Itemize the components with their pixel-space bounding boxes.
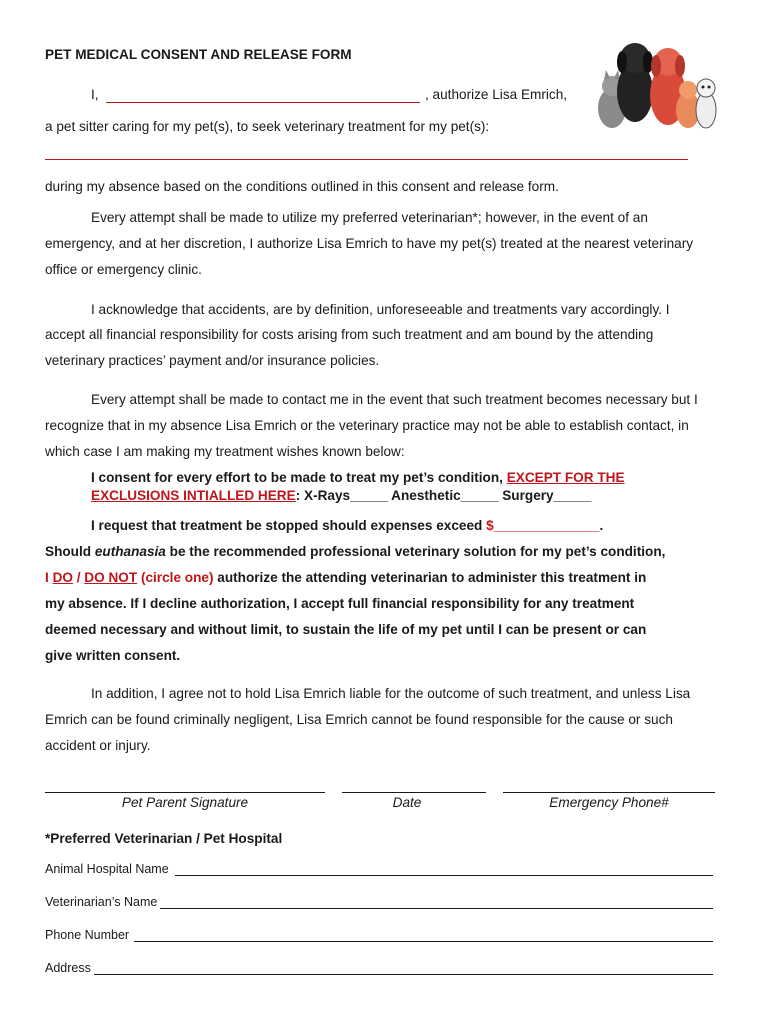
vet-heading: *Preferred Veterinarian / Pet Hospital xyxy=(45,831,283,846)
owner-name-blank[interactable] xyxy=(106,102,420,103)
euthanasia-word: euthanasia xyxy=(94,544,166,559)
para4-line2: Emrich can be found criminally negligent, Lisa Emrich cannot be found responsible for the cause or such xyxy=(45,712,673,727)
euthanasia-circle-one: (circle one) xyxy=(137,570,214,585)
euthanasia-do-not-option[interactable]: DO NOT xyxy=(84,570,138,585)
emergency-phone-label: Emergency Phone# xyxy=(549,795,669,810)
para2-line3: veterinary practices’ payment and/or insurance policies. xyxy=(45,353,380,368)
consent-line2 xyxy=(91,488,591,504)
address-label: Address xyxy=(45,961,91,975)
para1-line3: office or emergency clinic. xyxy=(45,262,202,277)
euthanasia-l1b: be the recommended professional veterinary solution for my pet’s condition, xyxy=(165,544,666,559)
signature-label: Pet Parent Signature xyxy=(121,795,249,810)
emergency-phone-line[interactable] xyxy=(503,792,715,793)
intro-prefix: I, xyxy=(91,87,99,102)
pets-names-blank[interactable] xyxy=(45,159,688,160)
hospital-name-label: Animal Hospital Name xyxy=(45,862,169,876)
para2-line1: I acknowledge that accidents, are by definition, unforeseeable and treatments vary accordingly. I xyxy=(91,302,670,317)
intro-line-2: a pet sitter caring for my pet(s), to seek veterinary treatment for my pet(s): xyxy=(45,119,490,134)
para3-line3: which case I am making my treatment wishes known below: xyxy=(45,444,405,459)
consent-line1-text: I consent for every effort to be made to treat my pet’s condition, xyxy=(91,470,507,485)
euthanasia-l1a: Should xyxy=(45,544,95,559)
euthanasia-i: I xyxy=(45,570,53,585)
intro-line-3: during my absence based on the conditions outlined in this consent and release form. xyxy=(45,179,559,194)
consent-except-text: EXCEPT FOR THE xyxy=(506,470,625,485)
phone-number-label: Phone Number xyxy=(45,928,130,942)
euthanasia-line1 xyxy=(45,544,665,560)
para1-line1: Every attempt shall be made to utilize my preferred veterinarian*; however, in the event of an xyxy=(91,210,648,225)
hospital-name-field[interactable] xyxy=(175,875,713,876)
stop-treatment-line xyxy=(91,518,603,534)
stop-treatment-period: . xyxy=(599,518,604,533)
euthanasia-line3: my absence. If I decline authorization, I accept full financial responsibility for any treatment xyxy=(45,596,635,611)
stop-treatment-text: I request that treatment be stopped should expenses exceed xyxy=(91,518,487,533)
vet-name-label: Veterinarian’s Name xyxy=(45,895,158,909)
consent-exclusions-text: EXCLUSIONS INTIALLED HERE xyxy=(91,488,296,503)
para3-line2: recognize that in my absence Lisa Emrich or the veterinary practice may not be able to establish contact, in xyxy=(45,418,689,433)
para1-line2: emergency, and at her discretion, I authorize Lisa Emrich to have my pet(s) treated at the nearest veterinary xyxy=(45,236,694,251)
para4-line3: accident or injury. xyxy=(45,738,151,753)
page-title: PET MEDICAL CONSENT AND RELEASE FORM xyxy=(45,47,352,62)
intro-suffix: , authorize Lisa Emrich, xyxy=(425,87,568,102)
euthanasia-slash: / xyxy=(72,570,85,585)
euthanasia-line4: deemed necessary and without limit, to sustain the life of my pet until I can be present or can xyxy=(45,622,647,637)
consent-line1 xyxy=(91,470,625,486)
euthanasia-l2-text: authorize the attending veterinarian to administer this treatment in xyxy=(213,570,647,585)
expense-limit-blank[interactable]: $______________ xyxy=(486,518,600,533)
para2-line2: accept all financial responsibility for costs arising from such treatment and am bound by the attending xyxy=(45,327,654,342)
date-label: Date xyxy=(392,795,422,810)
address-field[interactable] xyxy=(94,974,713,975)
vet-name-field[interactable] xyxy=(160,908,713,909)
para4-line1: In addition, I agree not to hold Lisa Emrich liable for the outcome of such treatment, and unless Lisa xyxy=(91,686,691,701)
para3-line1: Every attempt shall be made to contact me in the event that such treatment becomes necessary but I xyxy=(91,392,698,407)
euthanasia-line2 xyxy=(45,570,646,586)
consent-exclusions-fields[interactable]: : X-Rays_____ Anesthetic_____ Surgery_____ xyxy=(295,488,592,503)
date-line[interactable] xyxy=(342,792,486,793)
pets-illustration-icon xyxy=(590,30,720,135)
euthanasia-do-option[interactable]: DO xyxy=(52,570,73,585)
euthanasia-line5: give written consent. xyxy=(45,648,181,663)
signature-line[interactable] xyxy=(45,792,325,793)
phone-number-field[interactable] xyxy=(134,941,713,942)
